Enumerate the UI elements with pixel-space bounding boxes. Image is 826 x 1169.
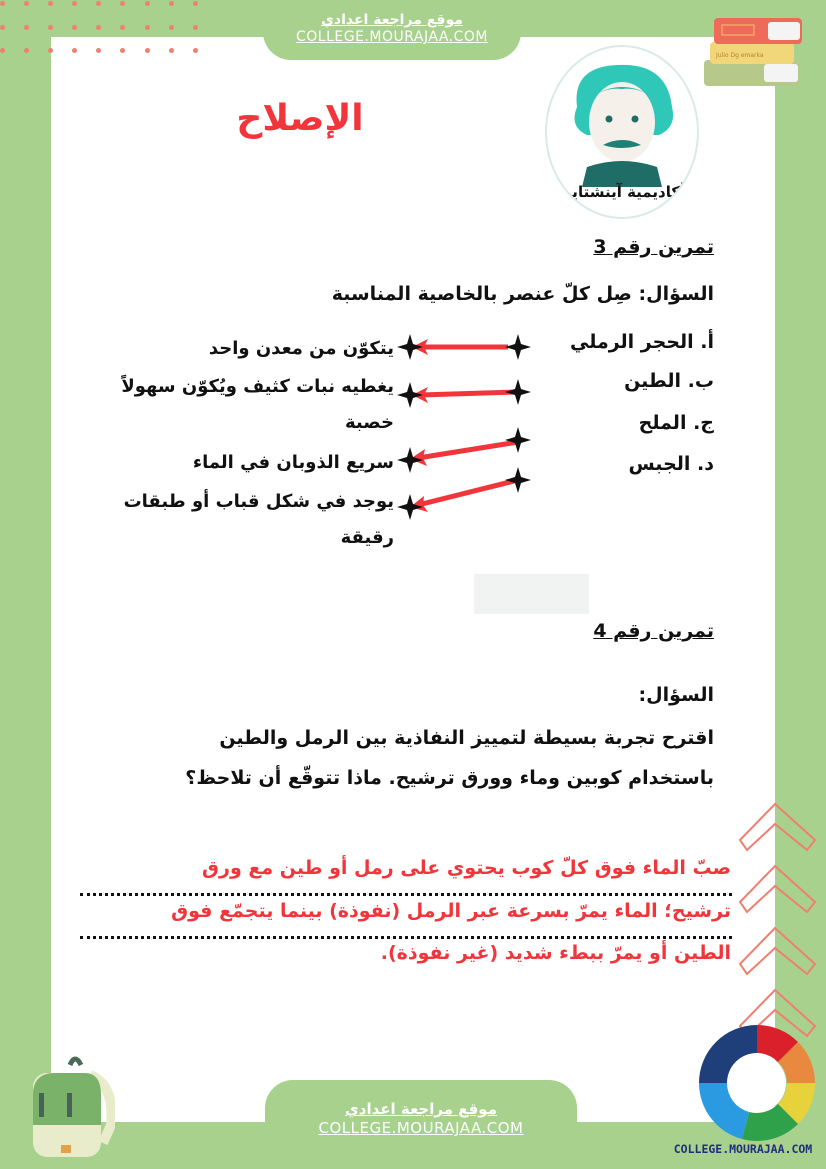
subjects-wheel-logo-icon: [696, 1022, 818, 1144]
decorative-dots: [0, 0, 210, 55]
exercise3-property-4-cont: رقيقة: [340, 527, 394, 548]
header-site-tab: [263, 0, 521, 60]
exercise3-property-2: يغطيه نبات كثيف ويُكوّن سهولاً: [121, 376, 394, 397]
exercise3-property-1: يتكوّن من معدن واحد: [208, 338, 394, 359]
exercise4-question-line-1: اقترح تجربة بسيطة لتمييز النفاذية بين الرمل والطين: [219, 727, 714, 749]
exercise4-question-label: السؤال:: [638, 684, 714, 706]
chevron-decoration-icon: [735, 790, 826, 1040]
exercise3-property-2-cont: خصبة: [345, 412, 394, 433]
books-illustration-icon: [702, 12, 808, 92]
exercise3-heading: تمرين رقم 3: [593, 236, 714, 258]
exercise3-question: السؤال: صِل كلّ عنصر بالخاصية المناسبة: [331, 283, 714, 305]
svg-text:أكاديمية آينشتاين: أكاديمية آينشتاين: [558, 183, 686, 201]
exercise3-item-a: أ. الحجر الرملي: [569, 331, 714, 353]
exercise4-answer-line-2: ترشيح؛ الماء يمرّ بسرعة عبر الرمل (نفوذة) بينما يتجمّع فوق: [171, 900, 731, 922]
blank-placeholder-box: [474, 574, 589, 614]
matching-lines: [390, 330, 540, 530]
exercise3-property-4: يوجد في شكل قباب أو طبقات: [123, 491, 394, 512]
exercise3-item-d: د. الجبس: [628, 453, 714, 475]
exercise4-answer-line-1: صبّ الماء فوق كلّ كوب يحتوي على رمل أو طين مع ورق: [202, 857, 731, 879]
wheel-logo-caption[interactable]: COLLEGE.MOURAJAA.COM: [673, 1142, 813, 1156]
exercise3-item-b: ب. الطين: [624, 370, 714, 392]
exercise4-question-line-2: باستخدام كوبين وماء وورق ترشيح. ماذا تتوقّع أن تلاحظ؟: [185, 767, 714, 789]
exercise4-answer-line-3: الطين أو يمرّ ببطء شديد (غير نفوذة).: [380, 942, 731, 964]
answer-dotted-rule-2: [80, 936, 732, 939]
backpack-illustration-icon: [15, 1055, 115, 1160]
page-title: الإصلاح: [236, 98, 364, 139]
einstein-portrait-icon: [547, 47, 697, 217]
header-site-arabic[interactable]: موقع مراجعة اعدادي: [321, 12, 463, 28]
footer-site-link[interactable]: COLLEGE.MOURAJAA.COM: [318, 1119, 524, 1137]
header-site-link[interactable]: COLLEGE.MOURAJAA.COM: [296, 29, 488, 45]
answer-dotted-rule-1: [80, 893, 732, 896]
footer-site-tab: [265, 1080, 577, 1169]
academy-logo: [545, 45, 699, 219]
exercise3-property-3: سريع الذوبان في الماء: [192, 452, 394, 473]
exercise4-heading: تمرين رقم 4: [593, 620, 714, 642]
footer-site-arabic[interactable]: موقع مراجعة اعدادي: [345, 1100, 497, 1118]
exercise3-item-c: ج. الملح: [638, 412, 714, 434]
svg-text:Julio Dg emarka: Julio Dg emarka: [716, 52, 764, 59]
